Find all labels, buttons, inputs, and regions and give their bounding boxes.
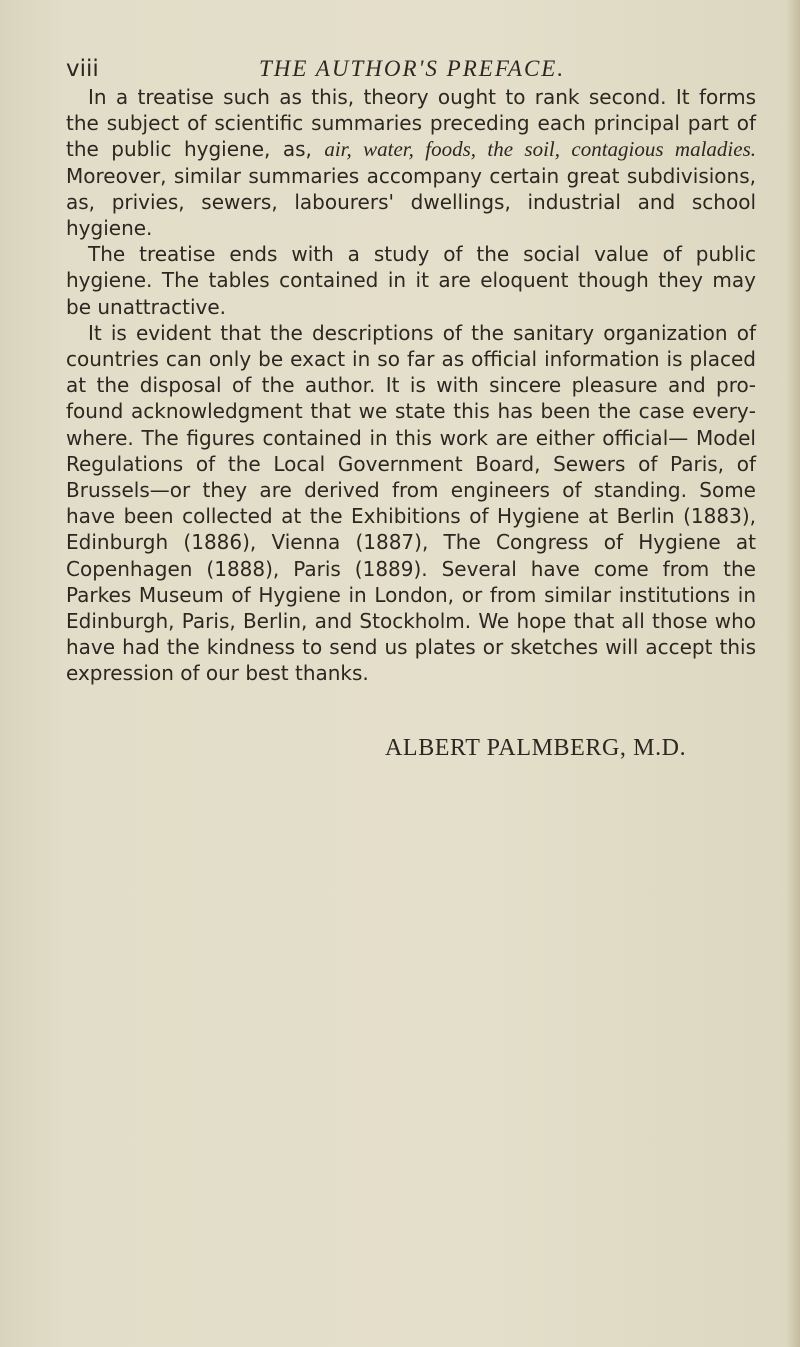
paragraph-2: The treatise ends with a study of the social value of public hygiene. The tables contained in it are eloquent though they may be unattractive. xyxy=(66,242,756,319)
page-edge-shadow xyxy=(786,0,800,1347)
running-head: THE AUTHOR'S PREFACE. xyxy=(259,56,566,81)
paragraph-3: It is evident that the descriptions of the sanitary organization of countries can only be exact in so far as official information is placed at the disposal of the author. It is with sincere pleasure and profound acknowledgment that we state this has been the case everywhere. The figures contained in this work are either official— Model Regulations of the Local Government Board, Sewers of Paris, of Brussels—or they are derived from engineers of standing. Some have been collected at the Exhibitions of Hygiene at Berlin (1883), Edinburgh (1886), Vienna (1887), The Congress of Hygiene at Copenhagen (1888), Paris (1889). Several have come from the Parkes Museum of Hygiene in London, or from similar institutions in Edinburgh, Paris, Berlin, and Stockholm. We hope that all those who have had the kindness to send us plates or sketches will accept this expression of our best thanks. xyxy=(66,320,756,686)
paragraph-1-italic-topics: air, water, foods, the soil, contagious maladies. xyxy=(324,137,756,162)
paragraph-1-text-start: In a treatise such as this, theory ought to rank second. It forms the subject of scientific summaries preceding each principal part of the public hygiene, as, xyxy=(66,85,756,162)
paragraph-1 xyxy=(66,84,756,241)
paragraph-1-text-end: Moreover, similar summaries accompany certain great subdivisions, as, privies, sewers, labourers' dwellings, industrial and school hygiene. xyxy=(66,163,756,241)
page-number: viii xyxy=(66,56,99,82)
author-signature: ALBERT PALMBERG, M.D. xyxy=(385,735,687,761)
preface-body xyxy=(66,84,756,687)
